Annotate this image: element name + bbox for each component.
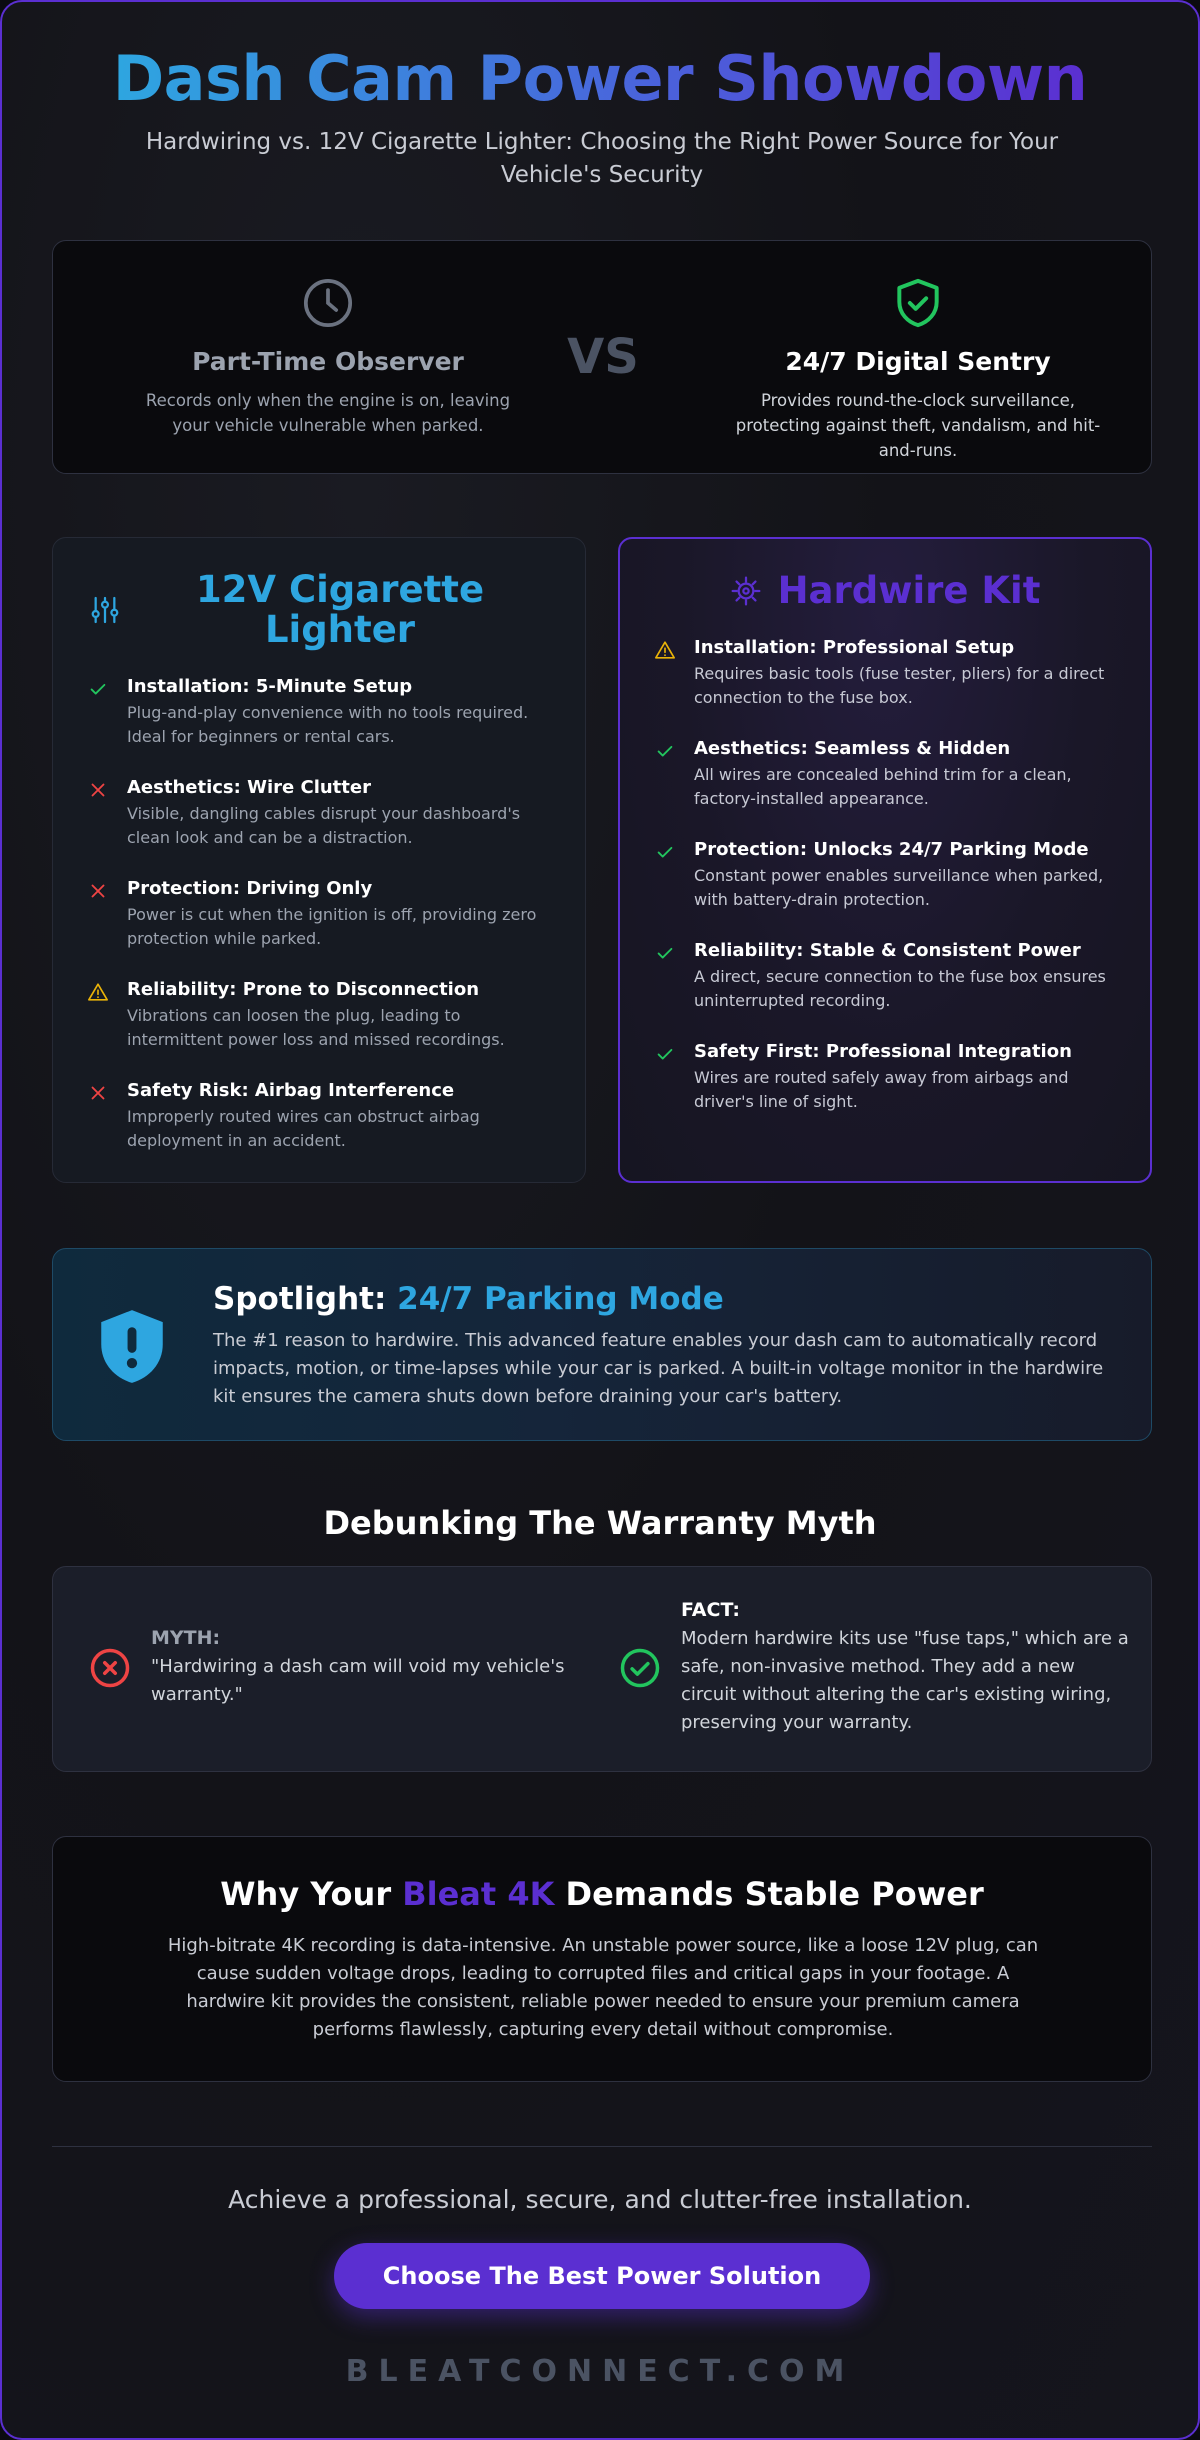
- item-text: Vibrations can loosen the plug, leading to intermittent power loss and missed recordings.: [127, 1006, 505, 1049]
- spotlight-title: Spotlight: 24/7 Parking Mode: [213, 1281, 724, 1317]
- check-circle-icon: [619, 1647, 661, 1689]
- x-circle-icon: [89, 1647, 131, 1689]
- myth-block: [89, 1627, 589, 1709]
- item-title: Protection: Driving Only: [127, 878, 373, 899]
- list-item: [87, 979, 557, 1052]
- check-icon: [654, 942, 676, 964]
- warning-icon: [87, 981, 109, 1003]
- cta-button[interactable]: Choose The Best Power Solution: [334, 2243, 870, 2309]
- item-text: A direct, secure connection to the fuse box ensures uninterrupted recording.: [694, 967, 1106, 1010]
- item-text: Visible, dangling cables disrupt your dashboard's clean look and can be a distraction.: [127, 804, 521, 847]
- closing-text: Achieve a professional, secure, and clutter-free installation.: [228, 2185, 972, 2214]
- fact-text: Modern hardwire kits use "fuse taps," which are a safe, non-invasive method. They add a new circuit without altering the car's existing wiring, preserving your warranty.: [681, 1628, 1129, 1733]
- item-title: Installation: Professional Setup: [694, 637, 1015, 658]
- list-item: [87, 676, 557, 749]
- myth-label: MYTH:: [151, 1627, 221, 1649]
- hardwire-title: Hardwire Kit: [777, 569, 1041, 612]
- cross-icon: [87, 1082, 109, 1104]
- item-text: Wires are routed safely away from airbags and driver's line of sight.: [694, 1068, 1069, 1111]
- hardwire-header: [620, 569, 1150, 612]
- item-title: Safety Risk: Airbag Interference: [127, 1080, 455, 1101]
- list-item: [654, 1041, 1124, 1114]
- chip-icon: [730, 575, 762, 607]
- item-text: Constant power enables surveillance when parked, with battery-drain protection.: [694, 866, 1104, 909]
- list-item: [87, 1080, 557, 1153]
- list-item: [654, 637, 1124, 710]
- lighter-header: [89, 570, 559, 650]
- bleat-card: [52, 1836, 1152, 2082]
- digital-sentry: [703, 275, 1133, 463]
- check-icon: [654, 841, 676, 863]
- item-title: Safety First: Professional Integration: [694, 1041, 1072, 1062]
- observer-text: Records only when the engine is on, leaving your vehicle vulnerable when parked.: [145, 391, 511, 435]
- hardwire-card: [618, 537, 1152, 1183]
- myth-card: [52, 1566, 1152, 1772]
- item-text: All wires are concealed behind trim for a clean, factory-installed appearance.: [694, 765, 1072, 808]
- item-title: Aesthetics: Wire Clutter: [127, 777, 371, 798]
- footer-site[interactable]: BLEATCONNECT.COM: [345, 2354, 855, 2389]
- warning-icon: [654, 639, 676, 661]
- shield-check-icon: [890, 275, 946, 331]
- cross-icon: [87, 880, 109, 902]
- observer-title: Part-Time Observer: [192, 347, 464, 376]
- list-item: [654, 738, 1124, 811]
- clock-icon: [300, 275, 356, 331]
- bleat-text: High-bitrate 4K recording is data-intensive. An unstable power source, like a loose 12V plug, can cause sudden voltage drops, leading to corrupted files and critical gaps in your footage. A hardwire kit provides the consistent, reliable power needed to ensure your premium camera performs flawlessly, capturing every detail without compromise.: [167, 1935, 1039, 2040]
- item-text: Plug-and-play convenience with no tools required. Ideal for beginners or rental cars.: [127, 703, 529, 746]
- sliders-icon: [89, 594, 121, 626]
- fact-block: [619, 1599, 1129, 1737]
- item-title: Reliability: Prone to Disconnection: [127, 979, 480, 1000]
- cross-icon: [87, 779, 109, 801]
- myth-section-title: Debunking The Warranty Myth: [323, 1504, 877, 1542]
- hardwire-items: [654, 637, 1124, 1142]
- sentry-title: 24/7 Digital Sentry: [785, 347, 1051, 376]
- list-item: [654, 839, 1124, 912]
- spotlight-card: [52, 1248, 1152, 1441]
- divider: [52, 2146, 1152, 2147]
- check-icon: [87, 678, 109, 700]
- item-text: Requires basic tools (fuse tester, pliers) for a direct connection to the fuse box.: [694, 664, 1105, 707]
- part-time-observer: [113, 275, 543, 438]
- myth-text: "Hardwiring a dash cam will void my vehicle's warranty.": [151, 1656, 565, 1705]
- list-item: [87, 777, 557, 850]
- list-item: [87, 878, 557, 951]
- item-title: Protection: Unlocks 24/7 Parking Mode: [694, 839, 1089, 860]
- check-icon: [654, 1043, 676, 1065]
- item-text: Improperly routed wires can obstruct airbag deployment in an accident.: [127, 1107, 480, 1150]
- page-subtitle: Hardwiring vs. 12V Cigarette Lighter: Choosing the Right Power Source for Your Vehicle's Security: [145, 129, 1059, 188]
- item-title: Installation: 5-Minute Setup: [127, 676, 413, 697]
- lighter-items: [87, 676, 557, 1181]
- vs-label: VS: [567, 329, 639, 385]
- page-title: Dash Cam Power Showdown: [112, 42, 1088, 115]
- list-item: [654, 940, 1124, 1013]
- shield-alert-icon: [91, 1305, 173, 1387]
- item-title: Reliability: Stable & Consistent Power: [694, 940, 1081, 961]
- spotlight-text: The #1 reason to hardwire. This advanced feature enables your dash cam to automatically record impacts, motion, or time-lapses while your car is parked. A built-in voltage monitor in the hardwire kit ensures the camera shuts down before draining your car's battery.: [213, 1330, 1104, 1407]
- sentry-text: Provides round-the-clock surveillance, protecting against theft, vandalism, and hit-and-runs.: [735, 391, 1101, 460]
- lighter-card: [52, 537, 586, 1183]
- item-text: Power is cut when the ignition is off, providing zero protection while parked.: [127, 905, 537, 948]
- bleat-title: Why Your Bleat 4K Demands Stable Power: [220, 1875, 984, 1913]
- item-title: Aesthetics: Seamless & Hidden: [694, 738, 1011, 759]
- check-icon: [654, 740, 676, 762]
- fact-label: FACT:: [681, 1599, 740, 1621]
- lighter-title: 12V Cigarette Lighter: [195, 568, 485, 651]
- versus-card: [52, 240, 1152, 474]
